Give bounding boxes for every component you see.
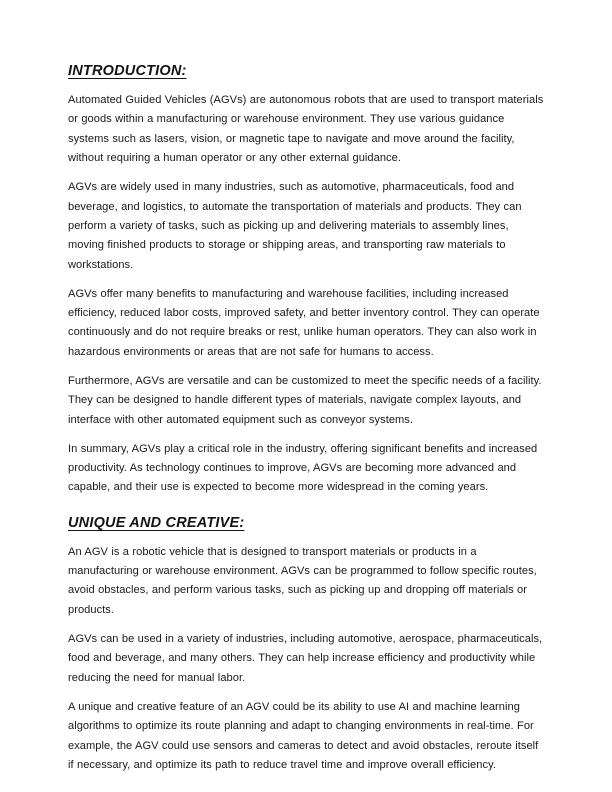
paragraph-intro-5: In summary, AGVs play a critical role in the industry, offering significant benefits and increased productivity. As technology continues to improve, AGVs are becoming more advanced and capable, and their use is expected to become more widespread in the coming years. bbox=[68, 442, 538, 494]
paragraph-intro-4: Furthermore, AGVs are versatile and can be customized to meet the specific needs of a facility. They can be designed to handle different types of materials, navigate complex layouts, and interface with other automated equipment such as conveyor systems. bbox=[68, 374, 542, 426]
paragraph-unique-2: AGVs can be used in a variety of industries, including automotive, aerospace, pharmaceuticals, food and beverage, and many others. They can help increase efficiency and productivity while reducing the need for manual labor. bbox=[68, 633, 543, 684]
section-heading-unique-and-creative: UNIQUE AND CREATIVE: bbox=[68, 514, 245, 531]
paragraph-intro-1: Automated Guided Vehicles (AGVs) are autonomous robots that are used to transport materials or goods within a manufacturing or warehouse environment. They use various guidance systems such as lasers, vision, or magnetic tape to navigate and move around the facility, without requiring a human operator or any other external guidance. bbox=[68, 94, 544, 165]
paragraph-unique-3: A unique and creative feature of an AGV could be its ability to use AI and machine learning algorithms to optimize its route planning and adapt to changing environments in real-time. For example, the AGV could use sensors and cameras to detect and avoid obstacles, reroute itself if necessary, and optimize its path to reduce travel time and improve overall efficiency. bbox=[68, 700, 539, 771]
section-heading-introduction: INTRODUCTION: bbox=[68, 63, 187, 79]
document-body bbox=[68, 62, 546, 775]
paragraph-intro-2: AGVs are widely used in many industries, such as automotive, pharmaceuticals, food and beverage, and logistics, to automate the transportation of materials and products. They can perform a variety of tasks, such as picking up and delivering materials to assembly lines, moving finished products to storage or shipping areas, and transporting raw materials to workstations. bbox=[68, 181, 522, 271]
paragraph-unique-1: An AGV is a robotic vehicle that is designed to transport materials or products in a manufacturing or warehouse environment. AGVs can be programmed to follow specific routes, avoid obstacles, and perform various tasks, such as picking up and dropping off materials or products. bbox=[68, 545, 537, 616]
paragraph-intro-3: AGVs offer many benefits to manufacturing and warehouse facilities, including increased efficiency, reduced labor costs, improved safety, and better inventory control. They can operate continuously and do not require breaks or rest, unlike human operators. They can also work in hazardous environments or areas that are not safe for humans to access. bbox=[68, 287, 540, 358]
